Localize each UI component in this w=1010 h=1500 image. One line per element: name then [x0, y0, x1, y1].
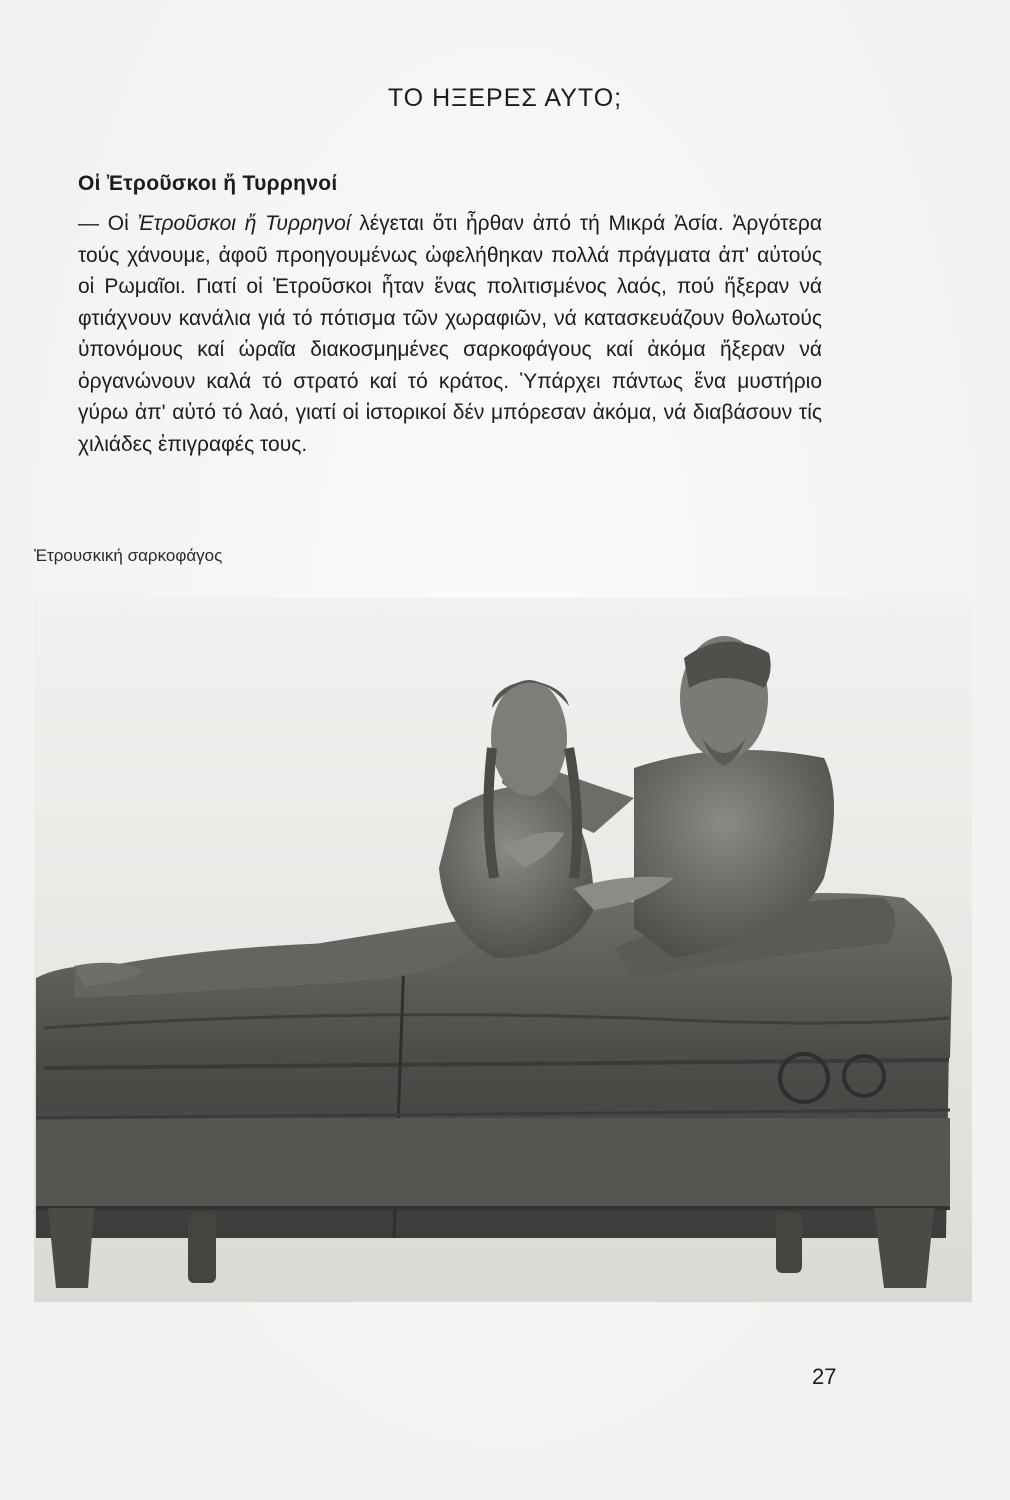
sarcophagus-image	[34, 598, 972, 1302]
section-title: ΤΟ ΗΞΕΡΕΣ ΑΥΤΟ;	[387, 84, 623, 112]
page-number: 27	[812, 1364, 837, 1389]
article-body	[78, 208, 822, 460]
body-italic-term: Ἐτροῦσκοι ἤ Τυρρηνοί	[137, 212, 351, 235]
sarcophagus-photo	[34, 598, 972, 1302]
body-text: λέγεται ὅτι ἦρθαν ἀπό τή Μικρά Ἀσία. Ἀργότερα τούς χάνουμε, ἀφοῦ προηγουμένως ὠφελήθηκαν πολλά πράγματα ἀπ' αὐτούς οἱ Ρωμαῖοι. Γιατί οἱ Ἐτροῦσκοι ἦταν ἕνας πολιτισμένος λαός, πού ἤξεραν νά φτιάχνουν κανάλια γιά τό πότισμα τῶν χωραφιῶν, νά κατασκευάζουν θολωτούς ὑπονόμους καί ὡραῖα διακοσμημένες σαρκοφάγους καί ἀκόμα ἤξεραν νά ὀργανώνουν καλά τό στρατό καί τό κράτος. Ὑπάρχει πάντως ἕνα μυστήριο γύρω ἀπ' αὐτό τό λαό, γιατί οἱ ἱστορικοί δέν μπόρεσαν ἀκόμα, νά διαβάσουν τίς χιλιάδες ἐπιγραφές τους.	[78, 212, 822, 456]
body-lead-dash: — Οἱ	[78, 212, 138, 235]
article-subtitle: Οἱ Ἐτροῦσκοι ἤ Τυρρηνοί	[78, 172, 338, 195]
figure-caption: Ἐτρουσκική σαρκοφάγος	[34, 546, 223, 565]
